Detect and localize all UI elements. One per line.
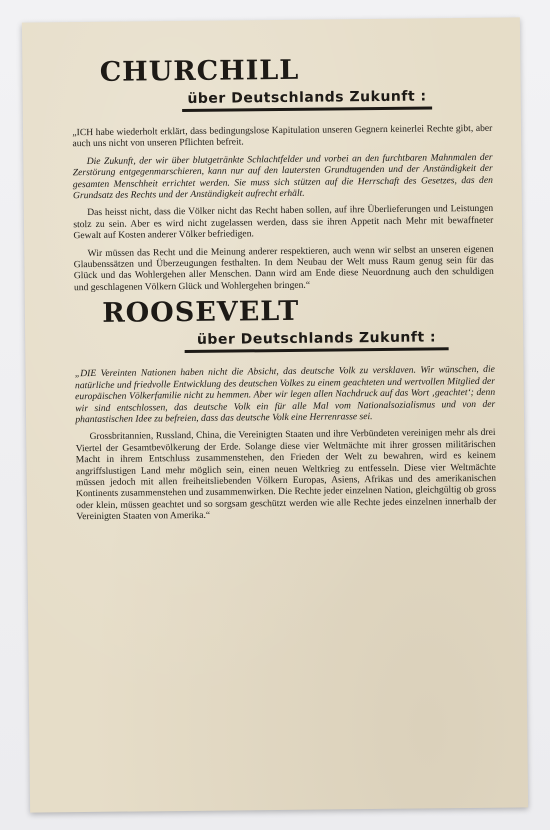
churchill-paragraph-1: „ICH habe wiederholt erklärt, dass bedingungslose Kapitulation unseren Gegnern keinerlei Rechte gibt, aber auch uns nicht von unseren Pflichten befreit. xyxy=(72,122,493,150)
churchill-paragraph-4: Wir müssen das Recht und die Meinung anderer respektieren, auch wenn wir selbst an unseren eigenen Glaubenssätzen und Überzeugungen festhalten. In dem Neubau der Welt muss Raum genug sein für das Glück und das Wohlergehen aller Menschen. Dann wird am Ende diese Neuordnung auch den schuldigen und geschlagenen Völkern Glück und Wohlergehen bringen.“ xyxy=(73,243,494,294)
roosevelt-heading: ROOSEVELT xyxy=(102,296,300,330)
roosevelt-subtitle: über Deutschlands Zukunft : xyxy=(184,330,448,354)
roosevelt-paragraph-1: „DIE Vereinten Nationen haben nicht die Absicht, das deutsche Volk zu versklaven. Wir wünschen, die natürliche und friedvolle Entwicklung des deutschen Volkes zu einem geachteten und wertvollen Mitglied der europäischen Völkerfamilie nicht zu hemmen. Aber wir legen allen Nachdruck auf das Wort ‚geachtet‘; denn wir sind entschlossen, das deutsche Volk ein für alle Mal vom Nationalsozialismus und von der phantastischen Idee zu befreien, dass das deutsche Volk eine Herrenrasse sei. xyxy=(74,364,496,426)
leaflet-content xyxy=(72,54,497,523)
churchill-paragraph-3: Das heisst nicht, dass die Völker nicht das Recht haben sollen, auf ihre Überlieferungen und Leistungen stolz zu sein. Aber es wird nicht zugelassen werden, dass sie ihren Appetit nach Mehr mit bewaffneter Gewalt auf Kosten anderer Völker befriedigen. xyxy=(73,203,494,242)
churchill-subtitle: über Deutschlands Zukunft : xyxy=(182,88,432,112)
churchill-paragraph-2: Die Zukunft, der wir über blutgetränkte Schlachtfelder und vorbei an den furchtbaren Mahnmalen der Zerstörung entgegenmarschieren, kann nur auf den lautersten Grundtugenden und der Anständigkeit der gesamten Menschheit errichtet werden. Sie muss sich stützen auf die Herrschaft des Gesetzes, das den Grundsatz des Rechts und der Anständigkeit aufrecht erhält. xyxy=(72,151,493,202)
churchill-heading: CHURCHILL xyxy=(99,54,300,88)
roosevelt-paragraph-2: Grossbritannien, Russland, China, die Vereinigten Staaten und ihre Verbündeten vereinigen mehr als drei Viertel der Gesamtbevölkerung der Erde. Solange diese vier Weltmächte mit ihrer grossen militärischen Macht in ihrem Entschluss zusammenstehen, den Frieden der Welt zu bewahren, wird es keinem angriffslustigen Land mehr möglich sein, einen neuen Weltkrieg zu entfesseln. Diese vier Weltmächte müssen jedoch mit allen freiheitsliebenden Völkern Europas, Asiens, Afrikas und des amerikanischen Kontinents zusammenstehen und zusammenwirken. Die Rechte jeder einzelnen Nation, gleichgültig ob gross oder klein, müssen geachtet und so sorgsam geschützt werden wie alle Rechte jedes einzelnen innerhalb der Vereinigten Staaten von Amerika.“ xyxy=(75,427,497,523)
